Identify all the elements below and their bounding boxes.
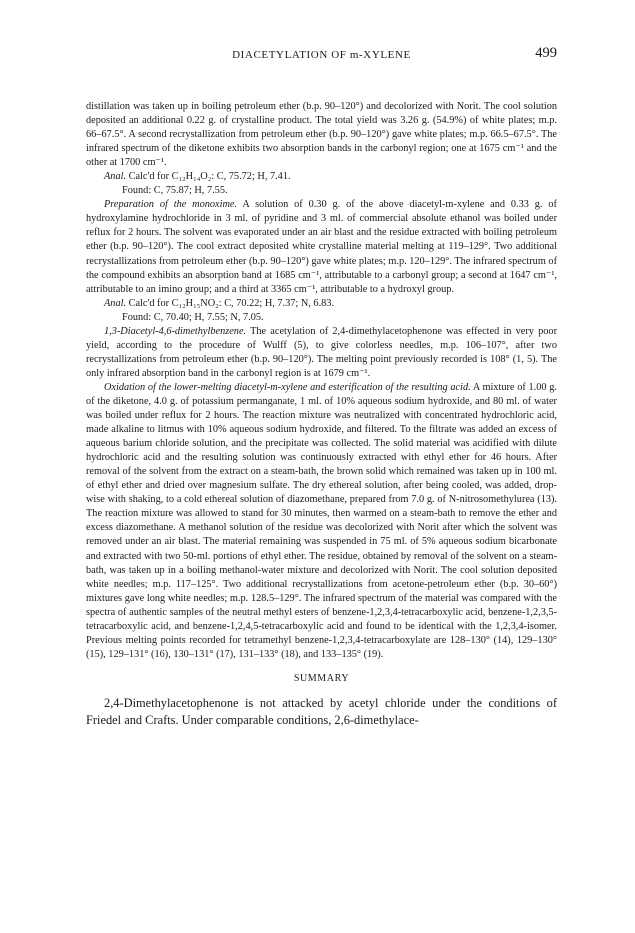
page-number: 499: [535, 45, 557, 61]
subheading-monoxime: Preparation of the monoxime.: [104, 199, 238, 211]
analysis-calculated-monoxime: Anal. Calc'd for C₁₂H₁₅NO₂: C, 70.22; H, 7.37; N, 6.83.: [104, 297, 335, 309]
paragraph-monoxime: Preparation of the monoxime. A solution of 0.30 g. of the above diacetyl-m-xylene and 0.33 g. of hydroxylamine hydrochloride in 3 ml. of pyridine and 3 ml. of commercial absolute ethanol was boiled under reflux for 2 hours. The solvent was evaporated under an air blast and the residue extracted with boiling petroleum ether (b.p. 90–120°). The cool extract deposited white crystalline material melting at 119–129°. Two additional recrystallizations from petroleum ether (b.p. 90–120°) gave white plates; m.p. 120–129°. The infrared spectrum of the compound exhibits an absorption band at 1685 cm⁻¹, attributable to a carbonyl group; a second at 1647 cm⁻¹, attributable to an imino group; and a third at 3365 cm⁻¹, attributable to a hydroxyl group.: [86, 199, 557, 295]
analysis-found-diketone: Found: C, 75.87; H, 7.55.: [122, 185, 228, 197]
analysis-calculated-diketone: Anal. Calc'd for C₁₂H₁₄O₂: C, 75.72; H, 7.41.: [104, 171, 291, 183]
paragraph-oxidation: Oxidation of the lower-melting diacetyl-m-xylene and esterification of the resulting acid. A mixture of 1.00 g. of the diketone, 4.0 g. of potassium permanganate, 1 ml. of 10% aqueous sodium hydroxide, and 80 ml. of water was boiled under reflux for 2 hours. The reaction mixture was neutralized with concentrated hydrochloric acid, made alkaline to litmus with 10% aqueous sodium hydroxide, and filtered. To the filtrate was added an excess of aqueous barium chloride solution, and the precipitate was collected. The solid material was acidified with dilute hydrochloric acid and the resulting solution was continuously extracted with ethyl ether for 46 hours. After removal of the solvent from the extract on a steam-bath, the brown solid which remained was taken up in 100 ml. of ethyl ether and dried over magnesium sulfate. The dry ethereal solution, after being cooled, was added, drop-wise with shaking, to a cold ethereal solution of diazomethane, prepared from 7.0 g. of N-nitrosomethylurea (13). The reaction mixture was allowed to stand for 30 minutes, then warmed on a steam-bath to remove the ether and excess diazomethane. A methanol solution of the residue was decolorized with Norit after which the solvent was removed under an air blast. The material remaining was suspended in 75 ml. of 5% aqueous sodium bicarbonate and extracted with two 50-ml. portions of ethyl ether. The residue, obtained by removal of the solvent on a steam-bath, was taken up in a boiling methanol-water mixture and decolorized with Norit. The cool solution deposited white needles; m.p. 117–125°. Two additional recrystallizations from acetone-petroleum ether (b.p. 30–60°) mixtures gave long white needles; m.p. 128.5–129°. The infrared spectrum of the material was compared with the spectra of authentic samples of the neutral methyl esters of benzene-1,2,3,4-tetracarboxylic acid, benzene-1,2,3,5-tetracarboxylic acid, and benzene-1,2,4,5-tetracarboxylic acid and found to be identical with the 1,2,3,4-isomer. Previous melting points recorded for tetramethyl benzene-1,2,3,4-tetracarboxylate are 128–130° (14), 129–130° (15), 129–131° (16), 130–131° (17), 131–133° (18), and 133–135° (19).: [86, 381, 557, 660]
article-body: [86, 100, 557, 729]
analysis-found-monoxime: Found: C, 70.40; H, 7.55; N, 7.05.: [122, 311, 264, 323]
paragraph-distillation: distillation was taken up in boiling petroleum ether (b.p. 90–120°) and decolorized with Norit. The cool solution deposited an additional 0.22 g. of crystalline product. The total yield was 3.26 g. (54.9%) of white plates; m.p. 66–67.5°. A second recrystallization from petroleum ether (b.p. 90–120°) gave white plates; m.p. 66.5–67.5°. The infrared spectrum of the diketone exhibits two absorption bands in the carbonyl region; one at 1675 cm⁻¹ and the other at 1700 cm⁻¹.: [86, 101, 557, 169]
page-header: [86, 45, 557, 67]
running-head: DIACETYLATION OF m-XYLENE: [232, 49, 411, 61]
paragraph-diacetyl-dimethylbenzene: 1,3-Diacetyl-4,6-dimethylbenzene. The acetylation of 2,4-dimethylacetophenone was effected in very poor yield, according to the procedure of Wulff (5), to give colorless needles, m.p. 106–107°, after two recrystallizations from petroleum ether (b.p. 90–120°). The melting point previously recorded is 108° (1, 5). The only infrared absorption band in the carbonyl region is at 1679 cm⁻¹.: [86, 325, 557, 379]
analysis-label: Anal.: [104, 171, 127, 183]
analysis-label: Anal.: [104, 297, 127, 309]
summary-heading: SUMMARY: [293, 672, 350, 684]
subheading-diacetyl-dimethylbenzene: 1,3-Diacetyl-4,6-dimethylbenzene.: [104, 325, 247, 337]
summary-paragraph: 2,4-Dimethylacetophenone is not attacked by acetyl chloride under the conditions of Friedel and Crafts. Under comparable conditions, 2,6-dimethylace-: [86, 695, 557, 727]
subheading-oxidation: Oxidation of the lower-melting diacetyl-m-xylene and esterification of the resulting acid.: [104, 381, 471, 393]
